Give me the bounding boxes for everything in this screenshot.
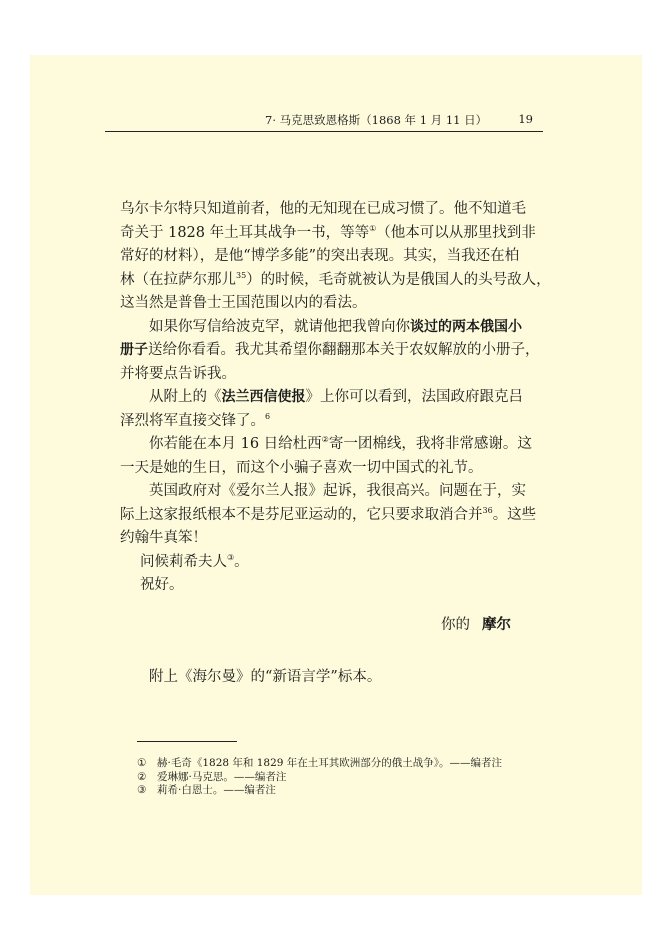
footnote-ref: ①: [369, 223, 377, 233]
footnote-text: 爱琳娜·马克思。——编者注: [157, 770, 287, 783]
emphasis: 谈过的: [410, 318, 452, 335]
text-run: 这当然是普鲁士王国范围以内的看法。: [120, 295, 367, 311]
text-line: [120, 198, 545, 222]
footnote-mark: ①: [137, 757, 147, 769]
signature: [441, 613, 511, 634]
letter-body: [120, 198, 551, 598]
text-line: [120, 386, 545, 410]
text-line: [120, 551, 545, 575]
text-run: 常好的材料），是他“博学多能”的突出表现。其实，当我还在柏: [120, 248, 520, 264]
footnote-mark: ③: [137, 784, 147, 796]
signature-name: 摩尔: [482, 617, 511, 633]
text-line: [120, 504, 545, 528]
text-run: 泽烈将军直接交锋了。: [120, 412, 265, 429]
text-run: 送给你看看。我尤其希望你翻翻那本关于农奴解放的小册子，: [148, 342, 540, 358]
text-line: [120, 269, 551, 293]
postscript: 附上《海尔曼》的“新语言学”标本。: [149, 669, 382, 685]
text-line: [120, 574, 545, 598]
text-run: 。: [234, 553, 249, 570]
emphasis: 册子: [120, 342, 148, 358]
text-run: 并将要点告诉我。: [120, 365, 236, 382]
footnote-item: [137, 784, 502, 798]
note-ref: 35: [236, 270, 247, 280]
note-ref: 36: [482, 505, 493, 515]
emphasis: 两本俄国小: [452, 318, 522, 335]
text-line: [120, 457, 545, 481]
text-line: [120, 245, 545, 269]
footnote-text: 莉希·白恩士。——编者注: [157, 784, 276, 796]
text-run: 祝好。: [140, 577, 184, 593]
text-run: 乌尔卡尔特只知道前者，他的无知现在已成习惯了。他不知道毛: [120, 201, 526, 217]
footnote-ref: ③: [227, 552, 235, 562]
footnote-item: [137, 757, 502, 771]
text-line: [120, 339, 545, 363]
text-run: 约翰牛真笨！: [120, 530, 207, 546]
footnotes: [137, 757, 502, 798]
page-number: 19: [518, 112, 533, 126]
text-run: ）的时候，毛奇就被认为是俄国人的头号敌人，: [246, 271, 551, 288]
text-run: 问候莉希夫人: [140, 553, 227, 570]
text-line: [120, 410, 545, 434]
text-line: [120, 433, 545, 457]
text-line: [120, 527, 545, 551]
text-run: 》上你可以看到，法国政府跟克吕: [305, 389, 523, 405]
text-line: [120, 292, 545, 316]
footnote-ref: ②: [321, 435, 329, 445]
text-line: [120, 222, 545, 246]
footnote-item: [137, 771, 502, 785]
text-run: 一天是她的生日，而这个小骗子喜欢一切中国式的礼节。: [120, 459, 483, 476]
header-title: 7· 马克思致恩格斯（1868 年 1 月 11 日）: [265, 113, 488, 127]
emphasis: 法兰西信使报: [221, 389, 306, 405]
text-line: [120, 480, 545, 504]
text-line: [120, 363, 545, 387]
text-run: 。这些: [492, 506, 537, 523]
text-run: 你若能在本月 16 日给杜西: [149, 436, 322, 452]
text-run: 如果你写信给波克罕，就请他把我曾向你: [149, 318, 410, 335]
text-run: 奇关于 1828 年土耳其战争一书，等等: [120, 224, 370, 241]
text-run: 林（在拉萨尔那儿: [120, 271, 236, 288]
text-run: 从附上的《: [149, 389, 222, 405]
signature-prefix: 你的: [441, 617, 470, 633]
text-run: 际上这家报纸根本不是芬尼亚运动的，它只要求取消合并: [120, 506, 483, 523]
note-ref: 6: [265, 411, 271, 421]
footnote-text: 赫·毛奇《1828 年和 1829 年在土耳其欧洲部分的俄土战争》。——编者注: [157, 757, 503, 769]
footnote-mark: ②: [137, 770, 147, 783]
text-run: 寄一团棉线，我将非常感谢。这: [328, 436, 532, 452]
footnote-divider: [137, 741, 237, 742]
text-run: 英国政府对《爱尔兰人报》起诉，我很高兴。问题在于，实: [149, 483, 526, 499]
text-line: [120, 316, 545, 340]
text-run: （他本可以从那里找到非: [376, 224, 536, 241]
running-header: [105, 107, 543, 132]
